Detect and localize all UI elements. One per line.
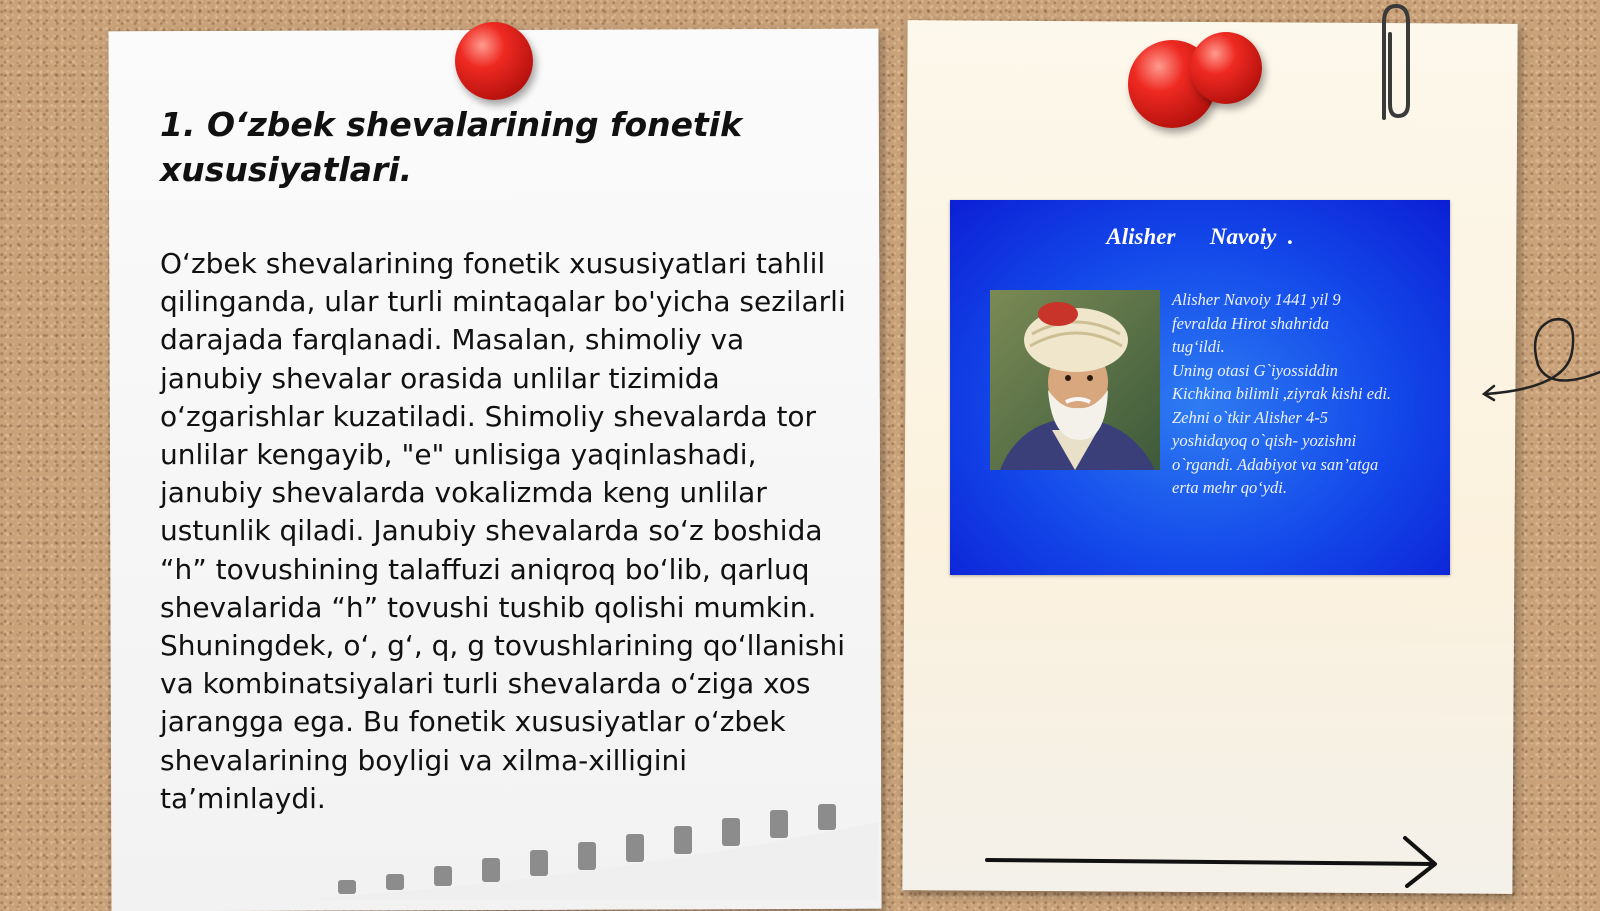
squiggle-arrow-decoration <box>1480 310 1600 410</box>
arrow-right-icon <box>985 830 1445 890</box>
spiral-binding-decoration <box>318 800 878 900</box>
push-pin-left-icon <box>455 22 533 100</box>
portrait-navoiy-image <box>990 290 1160 470</box>
body-paragraph: O‘zbek shevalarining fonetik xususiyatlari tahlil qilinganda, ular turli mintaqalar bo'yicha sezilarli darajada farqlanadi. Masalan, shimoliy va janubiy shevalar orasida unlilar tizimida o‘zgarishlar kuzatiladi. Shimoliy shevalarda tor unlilar kengayib, "e" unlisiga yaqinlashadi, janubiy shevalarda vokalizmda keng unlilar ustunlik qiladi. Janubiy shevalarda so‘z boshida “h” tovushining talaffuzi aniqroq bo‘lib, qarluq shevalarida “h” tovushi tushib qolishi mumkin. Shuningdek, o‘, g‘, q, g tovushlarining qo‘llanishi va kombinatsiyalari turli shevalarda o‘ziga xos jarangga ega. Bu fonetik xususiyatlar o‘zbek shevalarining boyligi va xilma-xilligini ta’minlaydi. <box>160 247 846 815</box>
section-title: 1. O‘zbek shevalarining fonetik xususiyatlari. <box>160 105 743 189</box>
slide-title: Alisher Navoiy . <box>1106 224 1294 249</box>
navoiy-slide-image <box>950 200 1450 575</box>
slide-biography-text: Alisher Navoiy 1441 yil 9 fevralda Hirot shahrida tug‘ildi. Uning otasi G`iyossiddin Kichkina bilimli ,ziyrak kishi edi. Zehni o`tkir Alisher 4-5 yoshidayoq o`qish- yozishni o`rgandi. Adabiyot va san’atga erta mehr qo‘ydi. <box>1172 290 1392 497</box>
push-pin-right-front-icon <box>1190 32 1262 104</box>
paperclip-icon <box>1370 0 1418 130</box>
